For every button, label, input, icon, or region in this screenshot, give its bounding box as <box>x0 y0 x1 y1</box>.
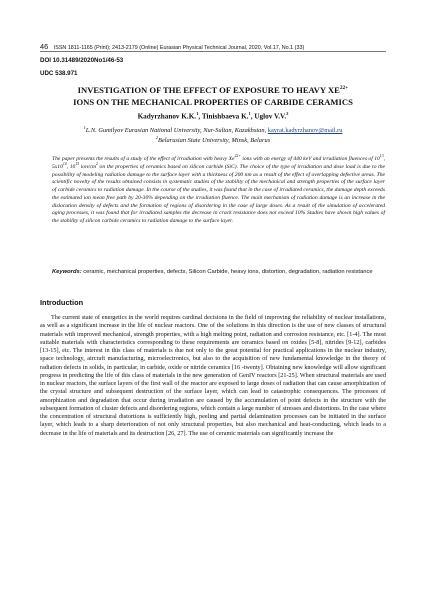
running-header <box>40 42 386 51</box>
udc-code: UDC 538.971 <box>40 70 78 77</box>
affiliation-text: L.N. Gumilyov Eurasian National University, Nur-Sultan, Kazakhstan, <box>85 127 267 135</box>
abstract-text: The paper presents the results of a study of the effect of irradiation with heavy Xe <box>52 156 235 162</box>
page-number: 46 <box>40 42 49 51</box>
author-name: Uglov V.V. <box>254 112 287 121</box>
affiliation-sup: 2 <box>155 135 158 140</box>
paper-title <box>40 83 386 108</box>
author-affil-sup: 2 <box>286 111 289 116</box>
abstract-text: on the properties of ceramics based on silicon carbide (SiC). The choice of the type of irradiation and dose load is due to the possibility of modeling radiation damage to the surface layer with a thickness of 200 nm as a result of the effect of overlapping defective areas. The scientific novelty of the results obtained consists in systematic studies of the stability of the mechanical and strength properties of the surface layer of carbide ceramics to radiation damage. In the course of the studies, it was found that in the case of irradiated ceramics, the damage depth exceeds the estimated ion mean free path by 20-30% depending on the irradiation fluence. The main mechanism of radiation damage is an increase in the dislocation density of defects and the formation of regions of disordering in the case of large doses. As a result of the simulation of accelerated aging processes, it was found that for irradiated samples the decrease in crack resistance does not exceed 10% Studies have shown high values of the stability of silicon carbide ceramics to radiation damage to the surface layer. <box>52 163 385 224</box>
abstract-sup: 22+ <box>234 154 241 159</box>
abstract-text: ion/cm <box>79 163 96 170</box>
keywords <box>52 268 385 276</box>
email-link[interactable]: kayrat.kadyrzhanov@mail.ru <box>267 127 343 135</box>
author-affil-sup: 1 <box>196 111 199 116</box>
title-line-1: INVESTIGATION OF THE EFFECT OF EXPOSURE TO HEAVY XE <box>77 84 340 95</box>
abstract-sup: 14 <box>62 161 67 166</box>
doi: DOI 10.31489/2020No1/46-53 <box>40 57 124 64</box>
header-rule <box>40 51 386 52</box>
affiliation-sup: 1 <box>83 125 86 130</box>
abstract-text: , 5x10 <box>52 156 385 170</box>
affiliation-2 <box>40 135 386 144</box>
author-name: Kadyrzhanov K.K. <box>137 112 197 121</box>
introduction-paragraph: The current state of energetics in the world requires cardinal decisions in the field of improving the reliability of nuclear installations, as well as a significant increase in the life of nuclear reactors. One of the solutions in this direction is the use of new classes of structural materials with improved mechanical, strength properties, with a high melting point, radiation and corrosion resistance, etc. [1-4]. The most suitable materials with characteristics corresponding to these requirements are ceramics based on oxides [5-8], nitrides [9-12], carbides [13-15], etc. The interest in this class of materials is due not only to the great potential for practical applications in the nuclear industry, space technology, aircraft manufacturing, microelectronics, but also to the acquisition of new fundamental knowledge in the theory of radiation defects in solids, in particular, in carbide, oxide or nitride ceramics [16 -twenty]. Obtaining new knowledge will allow significant progress in predicting the life of this class of materials in the new generation of GenIV reactors [21-25]. When structural materials are used in nuclear reactors, the surface layers of the first wall of the reactor are exposed to large doses of radiation that can cause amorphization of the crystal structure and subsequent destruction of the surface layer, which can lead to catastrophic consequences. The processes of amorphization and degradation that occur during irradiation are caused by the accumulation of point defects in the structure with the subsequent formation of cluster defects and disordering regions, which contain a large number of stresses and distortions. In the case where the concentration of structural distortions is sufficiently high, peeling and partial delamination processes can be initiated in the surface layer, which leads to a sharp deterioration of not only structural properties, but also mechanical and heat-conducting, which leads to a decrease in the life of materials and its destruction [26, 27]. The use of ceramic materials can significantly increase the <box>40 314 386 437</box>
abstract-sup: 13 <box>379 154 384 159</box>
affiliation-1 <box>40 125 386 134</box>
author-list: Kadyrzhanov K.K.$^1$, Tinishbaeva K.$^1$, Uglov V.V.$^2$ <box>137 111 289 121</box>
author-affil-sup: 1 <box>248 111 251 116</box>
keywords-label: Keywords: <box>52 269 82 275</box>
abstract-text: ions with an energy of 440 keV and irradiation fluences of 10 <box>240 156 380 162</box>
abstract-sup: 2 <box>95 161 98 166</box>
journal-line: ISSN 1811-1165 (Print); 2413-2179 (Online) Eurasian Physical Technical Journal, 2020, Vol.17, No.1 (33) <box>53 45 305 51</box>
title-line-2: IONS ON THE MECHANICAL PROPERTIES OF CARBIDE CERAMICS <box>73 96 353 107</box>
title-charge-sup: 22+ <box>339 85 349 91</box>
abstract-text: , 10 <box>66 163 76 170</box>
author-name: Tinishbaeva K. <box>201 112 249 121</box>
section-heading: Introduction <box>40 298 84 307</box>
keywords-text: ceramic, mechanical properties, defects, Silicon Carbide, heavy ions, distortion, degradation, radiation resistance <box>81 269 373 275</box>
abstract <box>52 156 385 226</box>
affiliation-text: Belarusian State University, Minsk, Belarus <box>158 137 271 145</box>
abstract-sup: 15 <box>75 161 80 166</box>
